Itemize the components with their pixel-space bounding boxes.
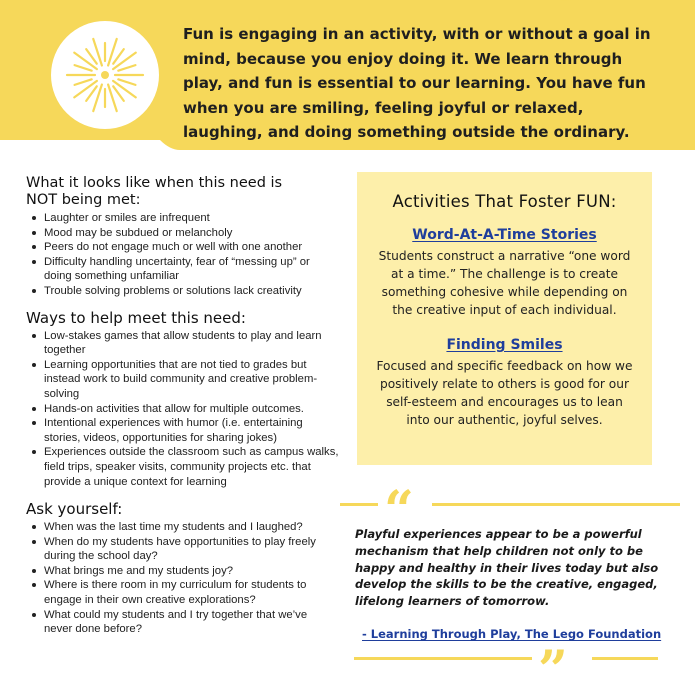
list-item: Learning opportunities that are not tied to grades but instead work to build community and creative problem-solving (26, 358, 331, 402)
list-item: What brings me and my students joy? (26, 564, 346, 579)
activity-description: Focused and specific feedback on how we positively relate to others is good for our self-esteem and encourages us to lean into our authentic, joyful selves. (376, 359, 633, 427)
ways-list (26, 329, 346, 490)
list-item: Peers do not engage much or well with one another (26, 240, 346, 255)
list-item: Mood may be subdued or melancholy (26, 226, 346, 241)
activities-panel (357, 172, 652, 465)
quote-block (340, 480, 680, 675)
ask-list (26, 520, 346, 637)
list-item: Laughter or smiles are infrequent (26, 211, 346, 226)
list-item: Trouble solving problems or solutions lack creativity (26, 284, 346, 299)
list-item: Difficulty handling uncertainty, fear of “messing up” or doing something unfamiliar (26, 255, 326, 284)
open-quote-mark: “ (384, 480, 414, 541)
list-item: When do my students have opportunities to play freely during the school day? (26, 535, 326, 564)
ways-title: Ways to help meet this need: (26, 308, 246, 327)
list-item: Low-stakes games that allow students to play and learn together (26, 329, 331, 358)
quote-text: Playful experiences appear to be a powerful mechanism that help children not only to be happy and healthy in their lives today but also develop the skills to be the creative, engaged, lifelong learners of tomorrow. (355, 527, 659, 609)
fireworks-icon (50, 20, 160, 130)
quote-source: - Learning Through Play, The Lego Foundation (362, 627, 662, 641)
top-banner (0, 0, 695, 150)
list-item: Experiences outside the classroom such as campus walks, field trips, speaker visits, community projects etc. that provide a unique context for learning (26, 445, 341, 489)
not-met-list (26, 211, 346, 299)
activity-name-word-at-a-time: Word-At-A-Time Stories (412, 227, 597, 243)
banner-definition-text: Fun is engaging in an activity, with or without a goal in mind, because you enjoy doing it. We learn through play, and fun is essential to our learning. You have fun when you are smiling, feeling joyful or relaxed, laughing, and doing something outside the ordinary. (183, 25, 651, 141)
quote-divider-line (432, 503, 680, 506)
quote-divider-line (592, 657, 658, 660)
list-item: Intentional experiences with humor (i.e. entertaining stories, videos, opportunities for sharing jokes) (26, 416, 336, 445)
activity-name-finding-smiles: Finding Smiles (446, 337, 563, 353)
left-column (26, 175, 346, 637)
list-item: When was the last time my students and I laughed? (26, 520, 346, 535)
fireworks-badge (50, 20, 160, 130)
list-item: Hands-on activities that allow for multiple outcomes. (26, 402, 346, 417)
activities-title: Activities That Foster FUN: (392, 192, 617, 211)
list-item: Where is there room in my curriculum for students to engage in their own creative explorations? (26, 578, 326, 607)
not-met-title-line1: What it looks like when this need is (26, 175, 283, 191)
not-met-title-line2: NOT being met: (26, 192, 141, 208)
quote-divider-line (340, 503, 378, 506)
list-item: What could my students and I try together that we’ve never done before? (26, 608, 316, 637)
quote-divider-line (354, 657, 532, 660)
close-quote-mark: ” (538, 640, 568, 675)
activity-description: Students construct a narrative “one word at a time.” The challenge is to create something cohesive while depending on the creative input of each individual. (378, 249, 631, 317)
not-met-title (26, 175, 346, 209)
ask-title: Ask yourself: (26, 500, 123, 519)
